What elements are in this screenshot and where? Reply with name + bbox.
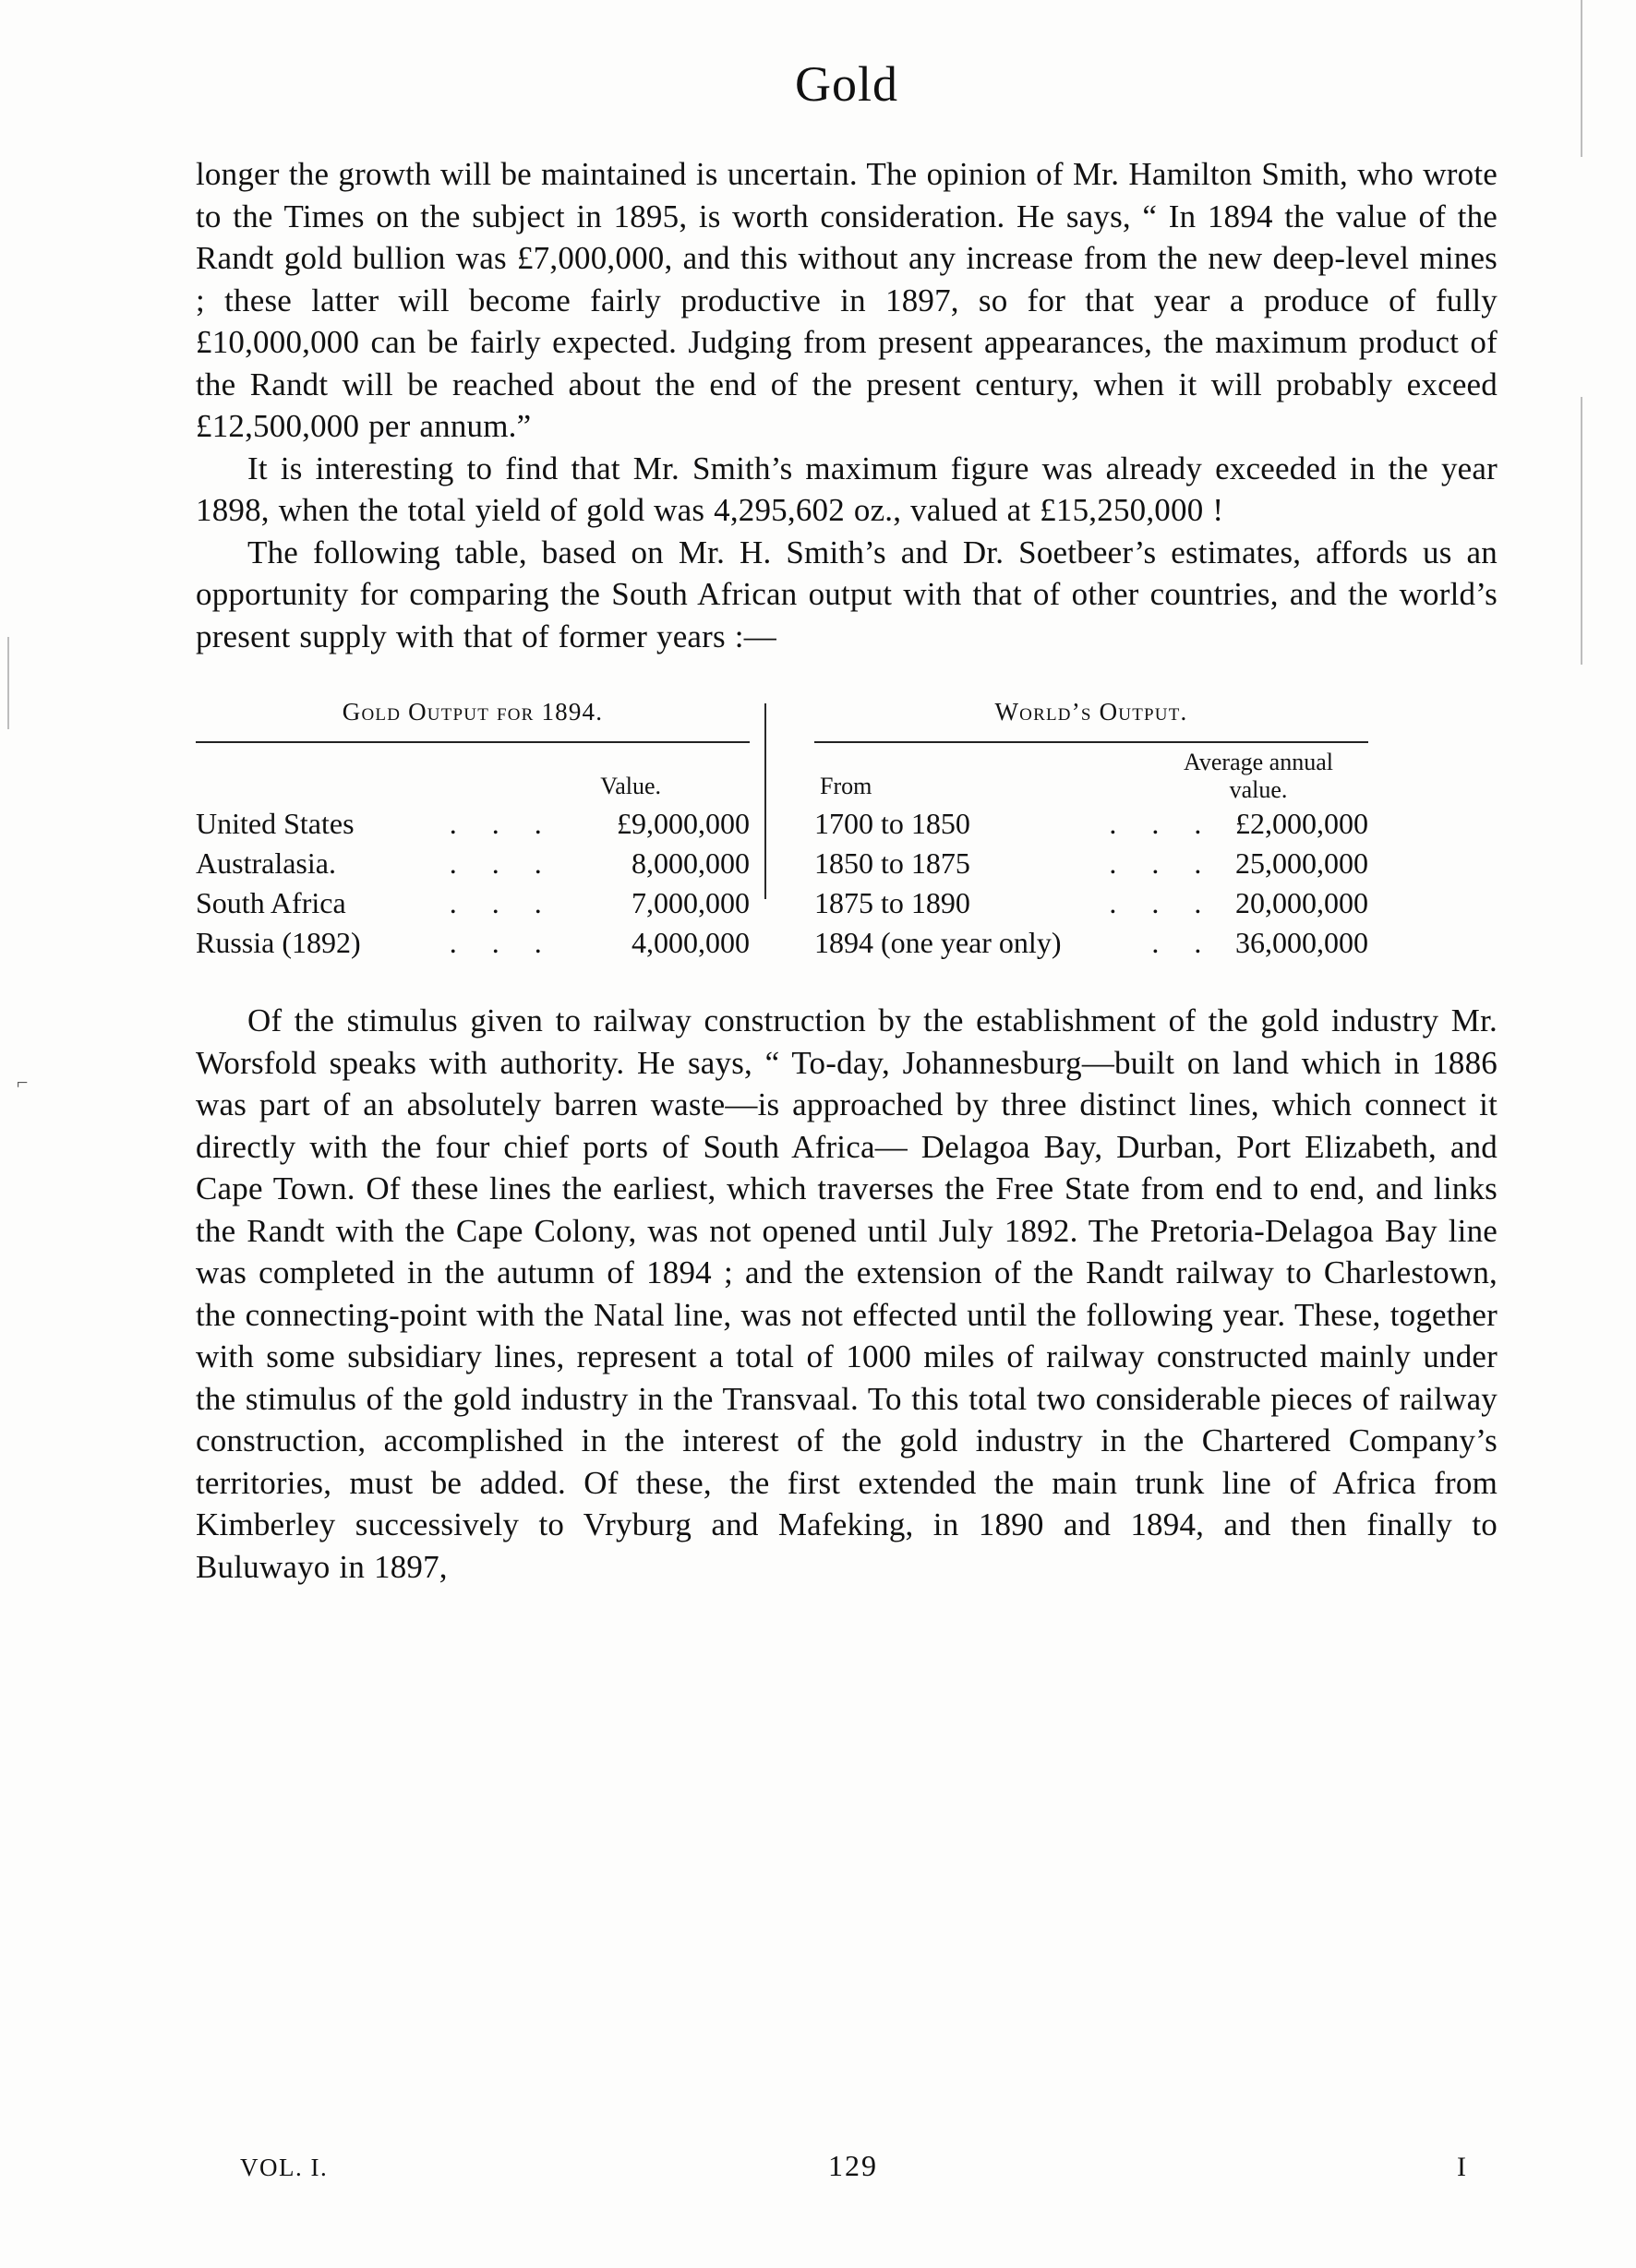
row-label: United States: [196, 807, 355, 840]
row-value: 25,000,000: [1235, 846, 1368, 880]
gold-output-table: [196, 698, 1498, 963]
avg-header-line1: Average annual: [1184, 749, 1333, 776]
leader-dot: .: [1194, 886, 1202, 919]
leader-dot: .: [1194, 926, 1202, 959]
page-content: [196, 55, 1498, 1588]
leader-dot: .: [1194, 846, 1202, 880]
leader-dot: .: [449, 807, 457, 840]
leader-dot: .: [534, 807, 542, 840]
table-right-caption: World’s Output.: [994, 698, 1188, 726]
table-left-body: [196, 804, 750, 963]
leader-dot: .: [491, 807, 499, 840]
margin-mark: ⌐: [17, 1071, 29, 1094]
row-label: South Africa: [196, 886, 346, 919]
scan-edge-artifact-middle: [1581, 397, 1582, 665]
paragraph-1: longer the growth will be maintained is uncertain. The opinion of Mr. Hamilton Smith, who wrote to the Times on the subject in 1895, is worth consideration. He says, “ In 1894 the value of the Randt gold bullion was £7,000,000, and this without any increase from the new deep-level mines ; these latter will become fairly productive in 1897, so for that year a produce of fully £10,000,000 can be fairly expected. Judging from present appearances, the maximum product of the Randt will be reached about the end of the present century, when it will probably exceed £12,500,000 per annum.”: [196, 156, 1498, 444]
table-right-column: [783, 698, 1368, 963]
leader-dot: .: [449, 846, 457, 880]
paragraph-4: Of the stimulus given to railway construction by the establishment of the gold industry Mr. Worsfold speaks with authority. He says, “ To-day, Johannesburg—built on land which in 1886 was part of an absolutely barren waste—is approached by three distinct lines, which connect it directly with the four chief ports of South Africa— Delagoa Bay, Durban, Port Elizabeth, and Cape Town. Of these lines the earliest, which traverses the Free State from end to end, and links the Randt with the Cape Colony, was not opened until July 1892. The Pretoria-Delagoa Bay line was completed in the autumn of 1894 ; and the extension of the Randt railway to Charlestown, the connecting-point with the Natal line, was not effected until the following year. These, together with some subsidiary lines, represent a total of 1000 miles of railway constructed mainly under the stimulus of the gold industry in the Transvaal. To this total two considerable pieces of railway construction, accomplished in the interest of the gold industry in the Chartered Company’s territories, must be added. Of these, the first extended the main trunk line of Africa from Kimberley successively to Vryburg and Mafeking, in 1890 and 1894, and then finally to Buluwayo in 1897,: [196, 1002, 1498, 1585]
table-right-subheader: [814, 749, 1368, 804]
table-left-caption: Gold Output for 1894.: [342, 698, 604, 726]
table-right-rule: [814, 741, 1368, 743]
table-right-body: [814, 804, 1368, 963]
table-row: [814, 844, 1368, 883]
page-footer: [196, 2149, 1498, 2183]
page-number: 129: [827, 2149, 878, 2182]
table-row: [196, 883, 750, 923]
leader-dot: .: [491, 886, 499, 919]
leader-dot: .: [491, 846, 499, 880]
leader-dot: .: [449, 886, 457, 919]
leader-dot: .: [491, 926, 499, 959]
leader-dot: .: [1151, 886, 1160, 919]
table-left-rule: [196, 741, 750, 743]
table-row: [814, 923, 1368, 963]
table-row: [814, 804, 1368, 844]
table-row: [814, 883, 1368, 923]
leader-dot: .: [1151, 846, 1160, 880]
table-left-column: [196, 698, 750, 963]
page-title: Gold: [795, 56, 898, 112]
value-column-header: Value.: [600, 773, 661, 799]
signature-mark: I: [1456, 2152, 1466, 2182]
row-value: £2,000,000: [1235, 807, 1368, 840]
row-label: 1894 (one year only): [814, 926, 1062, 959]
avg-header-line2: value.: [1229, 776, 1288, 804]
row-label: Australasia.: [196, 846, 336, 880]
table-row: [196, 844, 750, 883]
leader-dot: .: [449, 926, 457, 959]
row-value: 36,000,000: [1235, 926, 1368, 959]
row-label: 1700 to 1850: [814, 807, 970, 840]
leader-dot: .: [1109, 846, 1117, 880]
row-value: £9,000,000: [617, 807, 750, 840]
leader-dot: [1091, 923, 1134, 963]
leader-dot: .: [1151, 926, 1160, 959]
leader-dot: .: [1109, 807, 1117, 840]
paragraph-3: The following table, based on Mr. H. Smith’s and Dr. Soetbeer’s estimates, affords us an opportunity for comparing the South African output with that of other countries, and the world’s present supply with that of former years :—: [196, 534, 1498, 654]
table-row: [196, 923, 750, 963]
table-left-subheader: [196, 752, 750, 804]
volume-label: VOL. I.: [240, 2154, 329, 2181]
from-column-header: From: [820, 773, 872, 799]
leader-dot: .: [1109, 886, 1117, 919]
table-vertical-divider: [764, 703, 766, 899]
scan-edge-artifact-top: [1581, 0, 1582, 157]
leader-dot: .: [534, 886, 542, 919]
row-value: 20,000,000: [1235, 886, 1368, 919]
table-row: [196, 804, 750, 844]
average-annual-value-header: [1152, 749, 1365, 804]
row-label: 1875 to 1890: [814, 886, 970, 919]
row-value: 7,000,000: [632, 886, 750, 919]
leader-dot: .: [1151, 807, 1160, 840]
scan-edge-artifact-left: [7, 637, 9, 729]
row-label: 1850 to 1875: [814, 846, 970, 880]
row-label: Russia (1892): [196, 926, 361, 959]
leader-dot: .: [534, 926, 542, 959]
row-value: 8,000,000: [632, 846, 750, 880]
row-value: 4,000,000: [632, 926, 750, 959]
paragraph-2: It is interesting to find that Mr. Smith’s maximum figure was already exceeded in the year 1898, when the total yield of gold was 4,295,602 oz., valued at £15,250,000 !: [196, 450, 1498, 528]
leader-dot: .: [534, 846, 542, 880]
leader-dot: .: [1194, 807, 1202, 840]
